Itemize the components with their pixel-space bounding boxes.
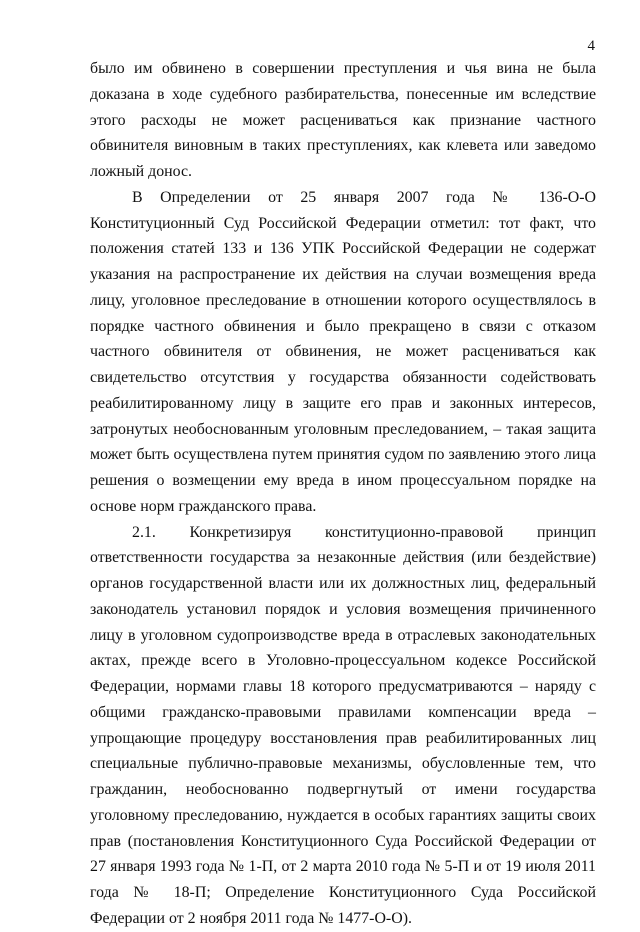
paragraph-section-2-1: 2.1. Конкретизируя конституционно-правовой принцип ответственности государства за незаконные действия (или бездействие) органов государственной власти или их должностных лиц, федеральный законодатель установил порядок и условия возмещения причиненного лицу в уголовном судопроизводстве вреда в отраслевых законодательных актах, прежде всего в Уголовно-процессуальном кодексе Российской Федерации, нормами главы 18 которого предусматриваются – наряду с общими гражданско-правовыми правилами компенсации вреда – упрощающие процедуру восстановления прав реабилитированных лиц специальные публично-правовые механизмы, обусловленные тем, что гражданин, необоснованно подвергнутый от имени государства уголовному преследованию, нуждается в особых гарантиях защиты своих прав (постановления Конституционного Суда Российской Федерации от 27 января 1993 года № 1-П, от 2 марта 2010 года № 5-П и от 19 июля 2011 года № 18-П; Определение Конституционного Суда Российской Федерации от 2 ноября 2011 года № 1477-О-О). [90, 523, 596, 927]
paragraph-continuation: было им обвинено в совершении преступления и чья вина не была доказана в ходе судебного разбирательства, понесенные им вследствие этого расходы не может расцениваться как признание частного обвинителя виновным в таких преступлениях, как клевета или заведомо ложный донос. [90, 60, 596, 180]
page-number: 4 [587, 38, 595, 54]
document-body [90, 56, 596, 932]
paragraph-determination-2007: В Определении от 25 января 2007 года № 136-О-О Конституционный Суд Российской Федерации отметил: тот факт, что положения статей 133 и 136 УПК Российской Федерации не содержат указания на распространение их действия на случаи возмещения вреда лицу, уголовное преследование в отношении которого осуществлялось в порядке частного обвинения и было прекращено в связи с отказом частного обвинителя от обвинения, не может расцениваться как свидетельство отсутствия у государства обязанности содействовать реабилитированному лицу в защите его прав и законных интересов, затронутых необоснованным уголовным преследованием, – такая защита может быть осуществлена путем принятия судом по заявлению этого лица решения о возмещении ему вреда в ином процессуальном порядке на основе норм гражданского права. [90, 188, 596, 515]
